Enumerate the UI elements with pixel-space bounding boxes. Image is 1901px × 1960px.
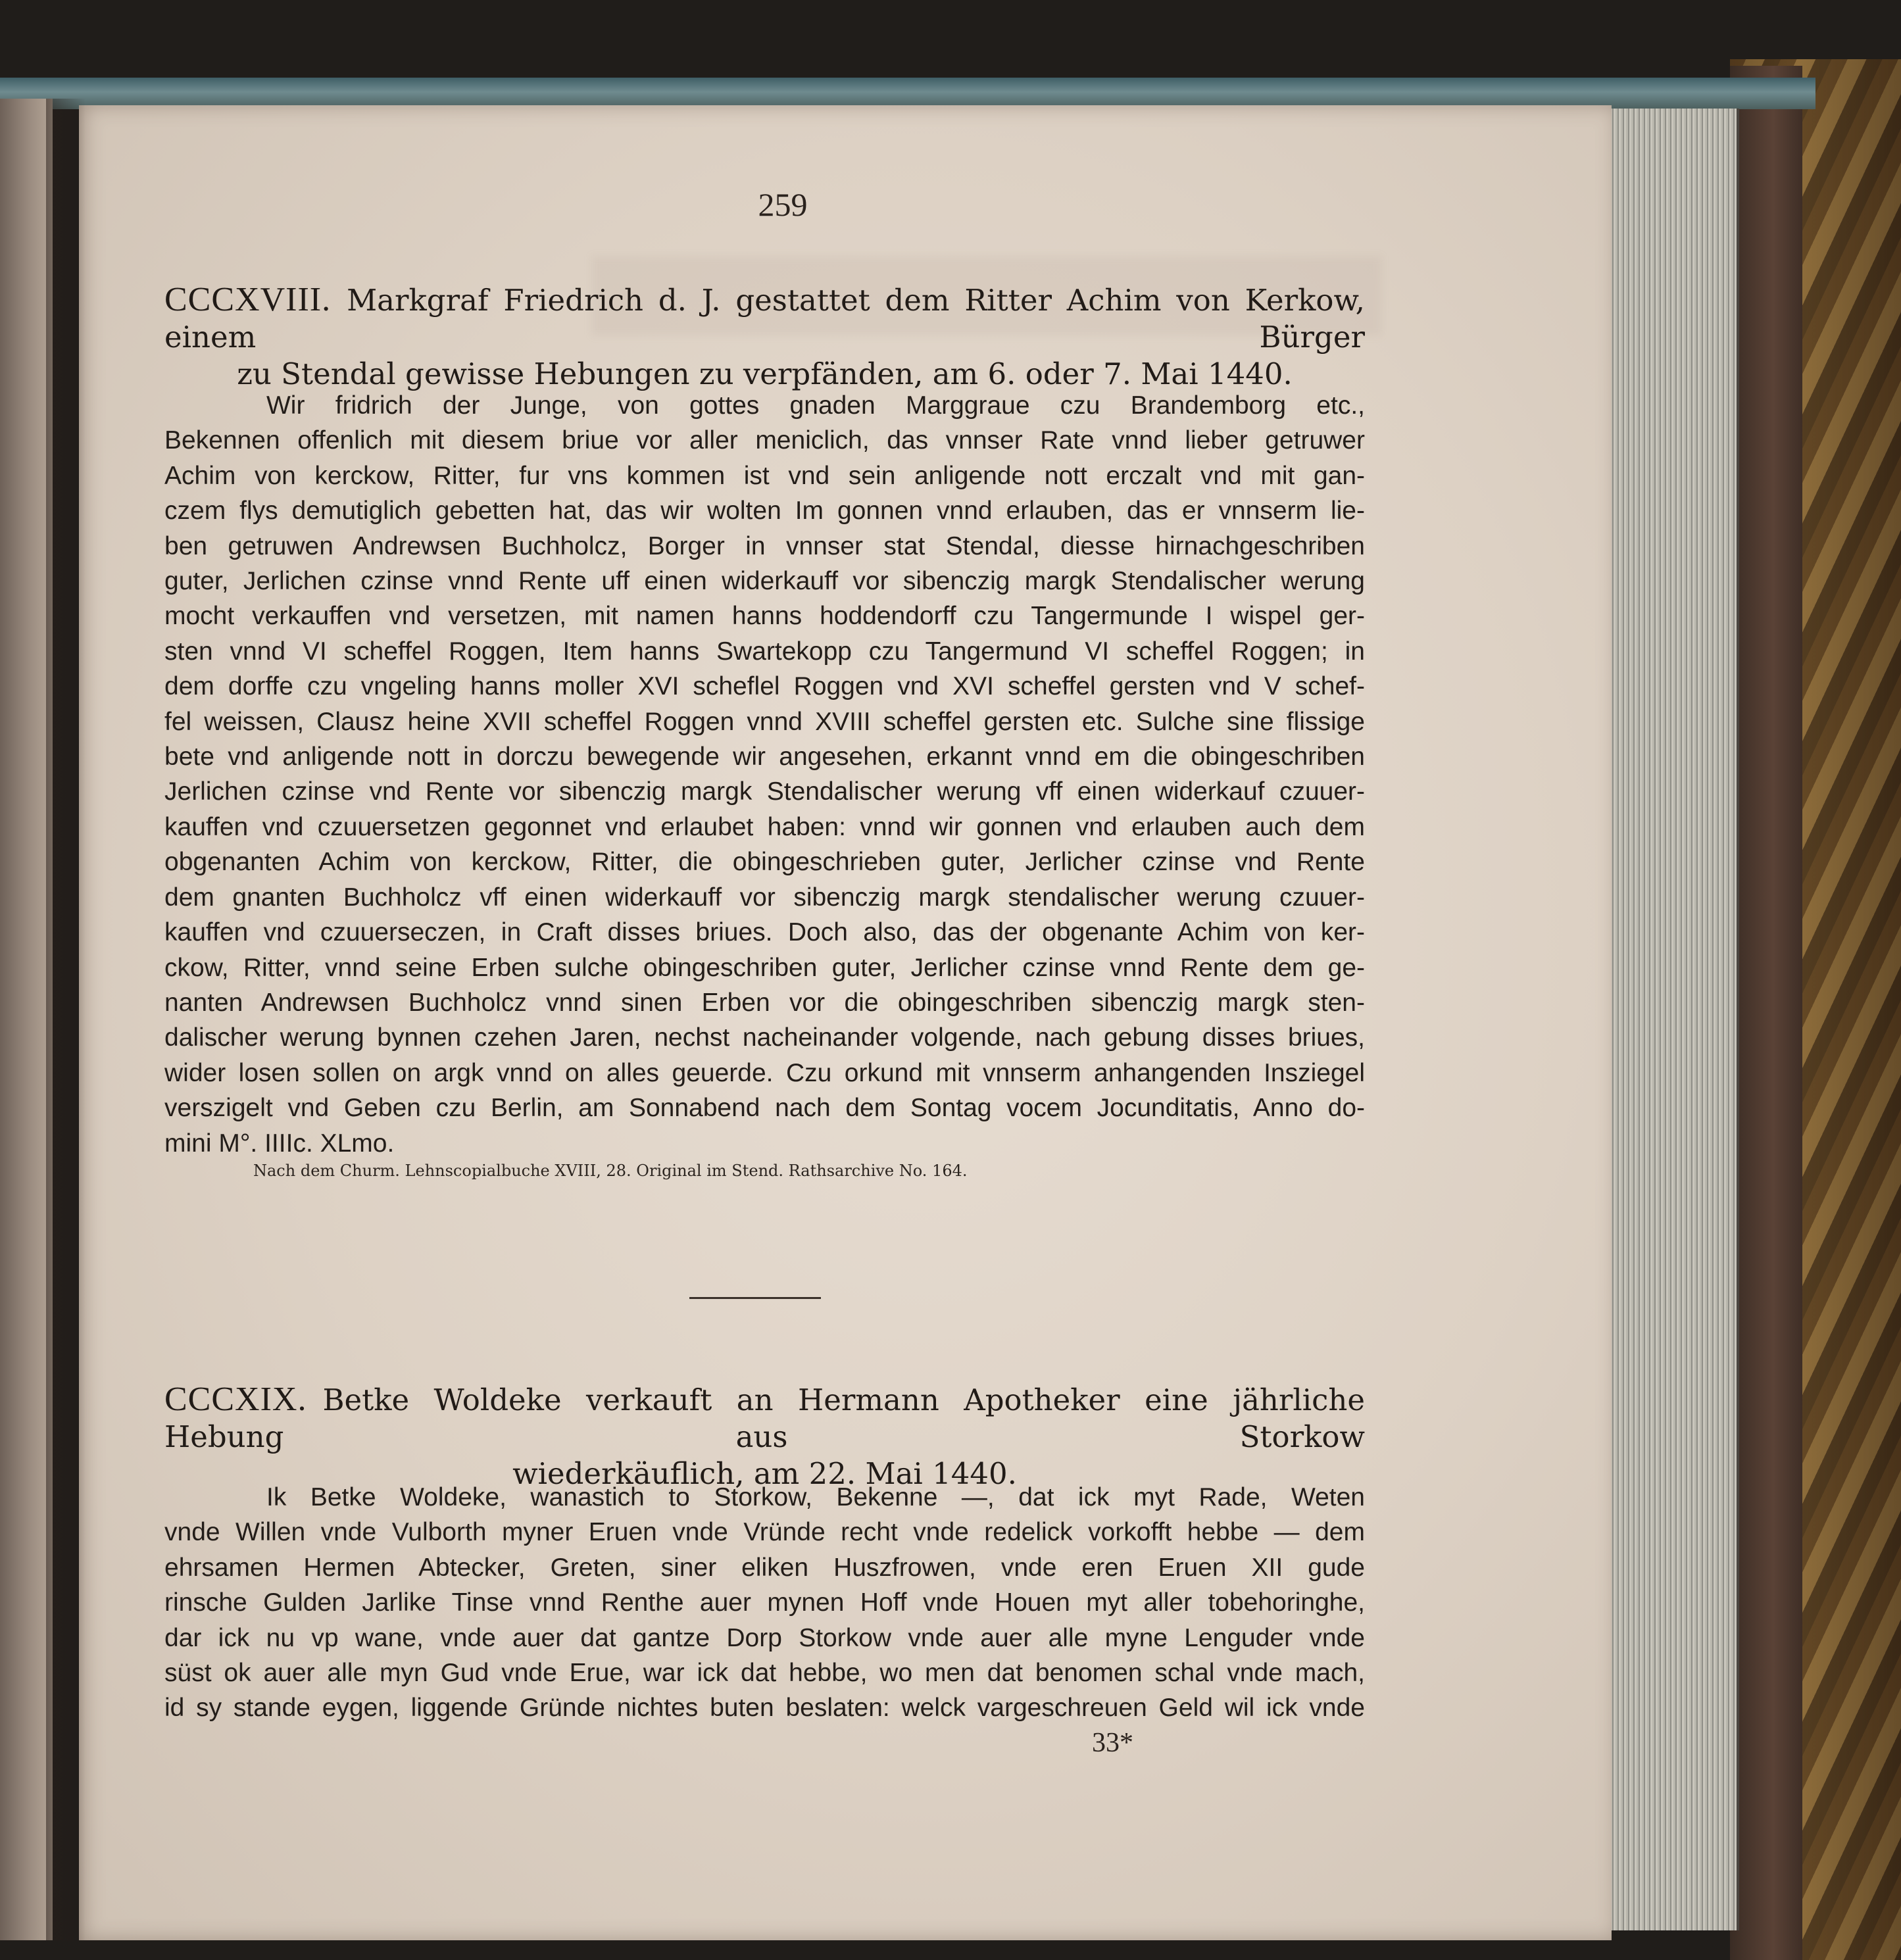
entry-2-heading bbox=[164, 1381, 1365, 1492]
binding-top-edge bbox=[0, 78, 1815, 109]
entry-2-title-line-1 bbox=[164, 1381, 1365, 1456]
text-line: Jerlichen czinse vnd Rente vor sibenczig margk Stendalischer werung vff einen widerkauf czuuer- bbox=[164, 777, 1365, 806]
entry-1-title-line-2: zu Stendal gewisse Hebungen zu verpfänden, am 6. oder 7. Mai 1440. bbox=[237, 356, 1293, 391]
text-line: vnde Willen vnde Vulborth myner Eruen vnde Vründe recht vnde redelick vorkofft hebbe — dem bbox=[164, 1518, 1365, 1547]
text-line: dalischer werung bynnen czehen Jaren, nechst nacheinander volgende, nach gebung disses briues, bbox=[164, 1023, 1365, 1052]
text-line: nanten Andrewsen Buchholcz vnnd sinen Erben vor die obingeschriben sibenczig margk sten- bbox=[164, 988, 1365, 1017]
text-line: ben getruwen Andrewsen Buchholcz, Borger in vnnser stat Stendal, diesse hirnachgeschriben bbox=[164, 531, 1365, 560]
text-line: Wir fridrich der Junge, von gottes gnaden Marggraue czu Brandemborg etc., bbox=[266, 391, 1365, 420]
text-line: sten vnnd VI scheffel Roggen, Item hanns Swartekopp czu Tangermund VI scheffel Roggen; in bbox=[164, 637, 1365, 666]
entry-1-heading bbox=[164, 282, 1365, 393]
text-line: Bekennen offenlich mit diesem briue vor aller meniclich, das vnnser Rate vnnd lieber getruwer bbox=[164, 426, 1365, 455]
text-line: Achim von kerckow, Ritter, fur vns kommen ist vnd sein anligende nott erczalt vnd mit gan- bbox=[164, 461, 1365, 490]
text-line: ehrsamen Hermen Abtecker, Greten, siner eliken Huszfrowen, vnde eren Eruen XII gude bbox=[164, 1553, 1365, 1582]
text-line: dar ick nu vp wane, vnde auer dat gantze Dorp Storkow vnde auer alle myne Lenguder vnde bbox=[164, 1623, 1365, 1652]
text-line: dem dorffe czu vngeling hanns moller XVI scheflel Roggen vnd XVI scheffel gersten vnd V schef- bbox=[164, 672, 1365, 701]
text-line: czem flys demutiglich gebetten hat, das wir wolten Im gonnen vnnd erlauben, das er vnnserm lie- bbox=[164, 497, 1365, 526]
text-line: obgenanten Achim von kerckow, Ritter, die obingeschrieben guter, Jerlicher czinse vnd Rente bbox=[164, 848, 1365, 877]
signature-mark: 33* bbox=[1092, 1728, 1133, 1758]
text-line: mocht verkauffen vnd versetzen, mit namen hanns hoddendorff czu Tangermunde I wispel ger- bbox=[164, 602, 1365, 631]
entry-2-title-line-2: wiederkäuflich, am 22. Mai 1440. bbox=[512, 1456, 1017, 1491]
entry-2-title-text: Betke Woldeke verkauft an Hermann Apotheker eine jährliche Hebung aus Storkow bbox=[164, 1383, 1365, 1454]
text-line: süst ok auer alle myn Gud vnde Erue, war ick dat hebbe, wo men dat benomen schal vnde mach, bbox=[164, 1659, 1365, 1688]
text-line: rinsche Gulden Jarlike Tinse vnnd Renthe auer mynen Hoff vnde Houen myt aller tobehoringhe, bbox=[164, 1588, 1365, 1617]
entry-1-source-note: Nach dem Churm. Lehnscopialbuche XVIII, 28. Original im Stend. Rathsarchive No. 164. bbox=[253, 1162, 968, 1180]
text-line: guter, Jerlichen czinse vnnd Rente uff einen widerkauff vor sibenczig margk Stendalischer werung bbox=[164, 567, 1365, 596]
section-divider bbox=[689, 1297, 821, 1299]
page-stack-edges bbox=[1605, 109, 1739, 1930]
cover-spine-band bbox=[1730, 66, 1802, 1960]
previous-page-edge bbox=[0, 99, 53, 1940]
entry-1-title-text: Markgraf Friedrich d. J. gestattet dem Ritter Achim von Kerkow, einem Bürger bbox=[164, 283, 1365, 355]
text-line: dem gnanten Buchholcz vff einen widerkauff vor sibenczig margk stendalischer werung czuuer- bbox=[164, 883, 1365, 912]
text-line: mini M°. IIIIc. XLmo. bbox=[164, 1129, 395, 1158]
gutter-shadow bbox=[46, 99, 86, 1940]
text-line: verszigelt vnd Geben czu Berlin, am Sonnabend nach dem Sontag vocem Jocunditatis, Anno do- bbox=[164, 1094, 1365, 1123]
text-line: bete vnd anligende nott in dorczu bewegende wir angesehen, erkannt vnnd em die obingeschriben bbox=[164, 743, 1365, 772]
text-line: Ik Betke Woldeke, wanastich to Storkow, Bekenne —, dat ick myt Rade, Weten bbox=[266, 1483, 1365, 1511]
text-line: kauffen vnd czuuersetzen gegonnet vnd erlaubet haben: vnnd wir gonnen vnd erlauben auch dem bbox=[164, 812, 1365, 841]
text-line: fel weissen, Clausz heine XVII scheffel Roggen vnnd XVIII scheffel gersten etc. Sulche sine flissige bbox=[164, 707, 1365, 736]
text-line: id sy stande eygen, liggende Gründe nichtes buten beslaten: welck vargeschreuen Geld wil ick vnde bbox=[164, 1694, 1365, 1723]
entry-1-body bbox=[164, 388, 1365, 1161]
text-line: ckow, Ritter, vnnd seine Erben sulche obingeschriben guter, Jerlicher czinse vnnd Rente dem ge- bbox=[164, 953, 1365, 982]
entry-2-body bbox=[164, 1480, 1365, 1726]
entry-1-number: CCCXVIII. bbox=[164, 281, 332, 318]
page-number: 259 bbox=[758, 186, 808, 223]
text-line: kauffen vnd czuuerseczen, in Craft disses briues. Doch also, das der obgenante Achim von ker- bbox=[164, 918, 1365, 947]
entry-2-number: CCCXIX. bbox=[164, 1381, 307, 1418]
entry-1-title-line-1 bbox=[164, 282, 1365, 356]
text-line: wider losen sollen on argk vnnd on alles geuerde. Czu orkund mit vnnserm anhangenden Insziegel bbox=[164, 1058, 1365, 1087]
